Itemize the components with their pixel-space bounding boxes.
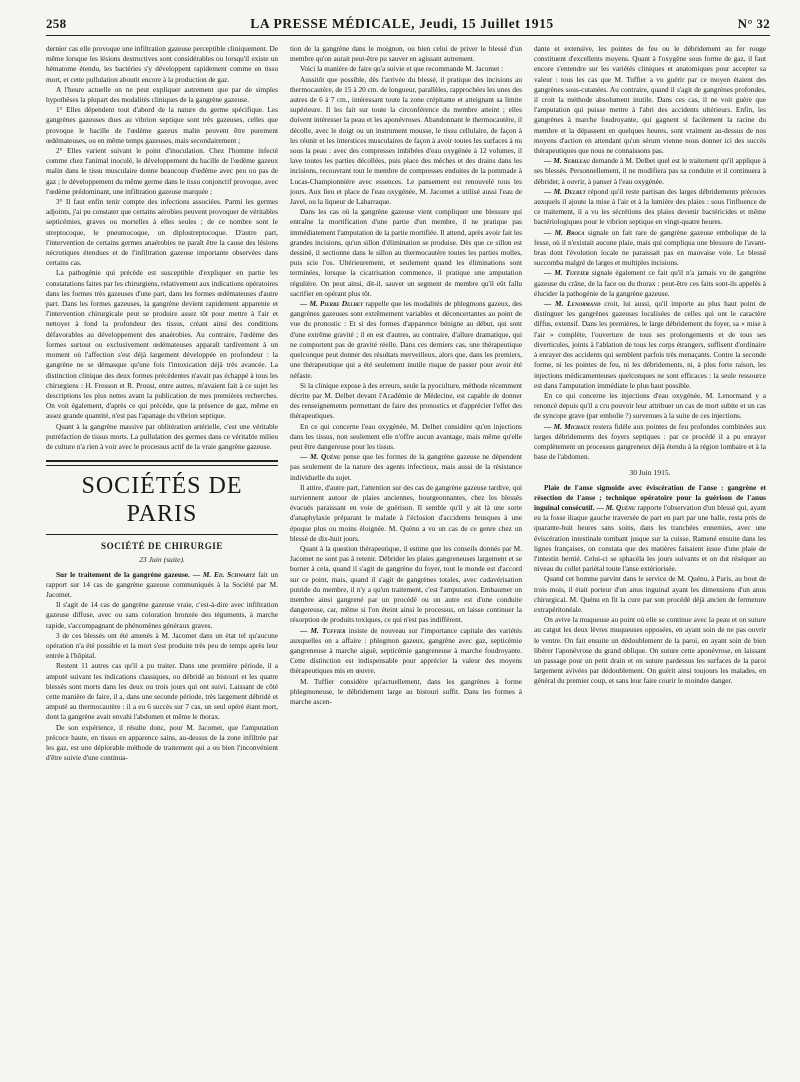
paragraph-text: croit, lui aussi, qu'il importe au plus haut point de distinguer les gangrènes gazeuses localisées de celles qui ont le caractère diffus, extensif. Dans les premières, le large débridement du foyer, sa « mise à l'air » complète, l'ouverture de tous ses prolongements et de tous ses diverticules, joints à l'ablation de tous les corps étrangers, suffisent d'ordinaire à enrayer des accidents qui semblent parfois très menaçants. Contre la seconde forme, ni les pointes de feu, ni les débridements, ni, à plus forte raison, les injections médicamenteuses quelconques ne sont efficaces : la seule ressource est dans l'amputation immédiate le plus haut possible. xyxy=(534,299,766,390)
paragraph: 3 de ces blessés ont été amenés à M. Jacomet dans un état tel qu'aucune opération n'a été possible et la mort s'est produite très peu de temps après leur entrée à l'hôpital. xyxy=(46,630,278,661)
paragraph: De son expérience, il résulte donc, pour M. Jacomet, que l'amputation précoce haute, en tissus en apparence sains, au-dessus de la zone infiltrée par les gaz, est une déplorable méthode de traitement qui a ou bien l'inconvénient d'être suivie d'une continua- xyxy=(46,722,278,763)
author: — M. Tuffier xyxy=(300,625,346,635)
paragraph: dernier cas elle provoque une infiltration gazeuse perceptible cliniquement. De même lorsque les lésions destructives sont considérables ou lorsqu'il existe un hématome étendu, les bactéries s'y développent rapidement comme en tissu mort, et cette pullulation aboutit encore à la production de gaz. xyxy=(46,44,278,84)
paragraph: M. Tuffier considère qu'actuellement, dans les gangrènes à forme phlegmoneuse, le débridement large au bistouri suffit. Dans les formes à marche ascen- xyxy=(290,676,522,706)
paragraph xyxy=(534,483,766,575)
paragraph xyxy=(534,299,766,391)
paragraph xyxy=(46,570,278,601)
paragraph: Il s'agit de 14 cas de gangrène gazeuse vraie, c'est-à-dire avec infiltration gazeuse diffuse, avec ou sans coloration bronzée des téguments, à marche rapide, s'accompagnant de phénomènes généraux graves. xyxy=(46,600,278,630)
paragraph-text: restera fidèle aux pointes de feu profondes combinées aux larges débridements des foyers septiques : par ce procédé il a pu enrayer complètement un processus gangreneux déjà étendu à la région lombaire et à la base de l'abdomen. xyxy=(534,421,766,462)
author: M. Quénu xyxy=(605,502,636,512)
journal-title: LA PRESSE MÉDICALE, Jeudi, 15 Juillet 1915 xyxy=(250,16,554,31)
paragraph-text: fait un rapport sur 14 cas de gangrène gazeuse communiqués à la Société par M. Jacomet. xyxy=(46,569,278,599)
paragraph xyxy=(534,268,766,299)
paragraph-text: signale un fait rare de gangrène gazeuse embolique de la fesse, où il n'existait aucune plaie, mais qui compliqua une blessure de l'avant-bras dont l'évolution locale ne paraissait pas en mauvaise voie. Le blessé succomba malgré de larges et multiples incisions. xyxy=(534,227,766,268)
paragraph: En ce qui concerne les injections d'eau oxygénée, M. Lenormand y a renoncé depuis qu'il a cru pouvoir leur attribuer un cas de mort subite et un cas de syncope grave (par embolie ?) survenues à la suite de ces injections. xyxy=(534,390,766,421)
author: — M. Tuffier xyxy=(544,268,589,278)
author: — M. Delbet xyxy=(544,186,586,196)
author: — M. Sebileau xyxy=(544,156,590,166)
paragraph: Quant à la gangrène massive par oblitération artérielle, c'est une véritable putréfaction de tissus morts. La pullulation des germes dans ce véritable milieu de culture n'a rien à voir avec le processus actif de la vraie gangrène gazeuse. xyxy=(46,421,278,451)
paragraph-text: rapporte l'observation d'un blessé qui, ayant eu la fosse iliaque gauche traversée de part en part par une balle, resta près de quarante-huit heures sans soins, dans les tranchées ennemies, avec une éviscération intestinale tombant jusque sur la cuisse. Ramené ensuite dans les lignes françaises, on constata que des matières faisaient issue d'une plaie de l'intestin hernié. Celui-ci se sphacéla les jours suivants et on dut réséquer au niveau du collet pariétal toute l'anse extériorisée. xyxy=(534,502,766,574)
paragraph xyxy=(534,228,766,269)
page-number: 258 xyxy=(46,16,67,31)
paragraph: Si la clinique expose à des erreurs, seule la pyoculture, méthode récemment décrite par M. Delbet devant l'Académie de Médecine, est capable de donner des renseignements permettant de faire des pronostics et d'apprécier l'effet des thérapeutiques. xyxy=(290,380,522,421)
section-rule-thin xyxy=(46,465,278,466)
paragraph-text: pense que les formes de la gangrène gazeuse ne dépendent pas seulement de la nature des agents infectieux, mais aussi de la résistance individuelle du sujet. xyxy=(290,452,522,482)
paragraph: En ce qui concerne l'eau oxygénée, M. Delbet considère qu'en injections dans les tissus, non seulement elle n'offre aucun avantage, mais même qu'elle peut être dangereuse pour les tissus. xyxy=(290,421,522,451)
paragraph: Quant à la question thérapeutique, il estime que les conseils donnés par M. Jacomet ne sont pas à retenir. Débrider les plaies gangreneuses largement et se borner à cela, quand il s'agit de gangrène du foyer, tout le monde est d'accord sur ce point, mais, quand il s'agit de gangrènes totales, avec cadavérisation putride du membre, il n'y a qu'un traitement, c'est l'amputation. Embaumer un membre ainsi gangrené par un procédé ou un autre est d'une conduite dangereuse, car, même si l'on éteint ainsi le processus, on laisse continuer la résorption de produits toxiques, ce qui n'est pas indifférent. xyxy=(290,543,522,625)
paragraph xyxy=(290,452,522,483)
author: — M. Quénu xyxy=(300,452,341,462)
paragraph-text: signale également ce fait qu'il n'a jamais vu de gangrène gazeuse du crâne, de la face ou du thorax : peut-être ces faits sont-ils appelés à élucider la pathogénie de la gangrène gazeuse. xyxy=(534,268,766,298)
paragraph: dante et extensive, les pointes de feu ou le débridement au fer rouge constituent d'excellents moyens. Quant à l'oxygène sous forme de gaz, il faut encore s'entendre sur les variétés cliniques et anatomiques pour accepter sa valeur : tous les cas que M. Tuffier a vu guérir par ce moyen étaient des gangrènes sous-cutanées. Au contraire, quand il s'agit de gangrènes profondes, il croit la méthode absolument inutile. Dans ces cas, il ne voit guère que l'amputation qui puisse mettre à l'abri des accidents ultérieurs. Enfin, les gangrènes à marche foudroyante, qui gagnent si facilement la racine du membre et la dépassent en quelques heures, sont vraiment au-dessus de nos moyens d'action en attendant qu'un sérum vienne nous donner ici des succès thérapeutiques que nous ne connaissons pas. xyxy=(534,44,766,156)
author: — M. Broca xyxy=(544,227,585,237)
society-name: SOCIÉTÉ DE CHIRURGIE xyxy=(100,541,224,552)
paragraph-text: rappelle que les modalités de phlegmons gazeux, des gangrènes gazeuses sont extrêmement variables et déconcertantes au point de vue du pronostic : Et si des formes d'apparence bénigne au début, qui sont d'une extrême gravité ; il en est d'autres, au contraire, d'allure dramatique, qui ne comportent pas de gravité réelle. Dans ces derniers cas, une thérapeutique quelconque peut donner des résultats merveilleux, alors que, dans les premiers, une thérapeutique qui a été seulement inutile risque de passer pour avoir été néfaste. xyxy=(290,299,522,380)
author: — M. Michaux xyxy=(544,421,591,431)
author: — M. Pierre Delbet xyxy=(300,299,364,309)
column-3 xyxy=(534,44,766,1079)
paragraph xyxy=(534,156,766,187)
paragraph-text: demande à M. Delbet quel est le traitement qu'il applique à ses blessés. Personnellement, il ne modifiera pas sa conduite et il continuera à débrider, à ouvrir, à panser à l'eau oxygénée. xyxy=(534,156,766,186)
paragraph-text: répond qu'il reste partisan des larges débridements précoces auxquels il ajoute la mise à l'air et à la lumière des plaies : sous l'influence de ce traitement, il a vu les sécrétions des plaies devenir bactéricides et même bactériologiques pour le vibrion septique en vingt-quatre heures. xyxy=(534,186,766,227)
paragraph: Aussitôt que possible, dès l'arrivée du blessé, il pratique des incisions au thermocautère, de 15 à 20 cm. de longueur, parallèles, rapprochées les unes des autres de 6 à 7 cm., intéressant toute la zone crépitante et atteignant sa limite supérieure. Il les fait sur toute la circonférence du membre atteint ; elles doivent intéresser la peau et les aponévroses. Abandonnant le thermocautère, il décolle, avec le doigt ou un instrument mousse, le tissu cellulaire, de façon à les réunir et les interstices musculaires de façon à avoir toutes les surfaces à nu sous la peau : avec des compresses imbibées d'eau oxygénée à 12 volumes, il lave toutes les parties décollées, puis place des mèches et des drains dans les incisions, recouvrant tout le membre de compresses enduites de la pommade à Lucas-Championnière avec essences. Le pansement est renouvelé tous les jours. Aux lieu et place de l'eau oxygénée, M. Jacomet a utilisé aussi l'eau de Javel, ou la liqueur de Labarraque. xyxy=(290,74,522,207)
paragraph: 3° Il faut enfin tenir compte des infections associées. Parmi les germes adjoints, j'ai pu constater que certains aérobies peuvent provoquer de véritables septicémies, graves ou mortelles à elles seules ; de ce nombre sont le streptocoque, le pneumocoque, un diplostreptocoque. D'autre part, l'intervention de certains germes anaérobies ne paraît être la cause des lésions nécrotiques étendues et de l'infiltration gazeuse importante observées dans certains cas. xyxy=(46,197,278,268)
paragraph: Dans les cas où la gangrène gazeuse vient compliquer une blessure qui entraîne la mortification d'une partie d'un membre, il ne pratique pas immédiatement l'amputation de la partie mortifiée. Il attend, après avoir fait les grandes incisions, qu'un sillon d'élimination se produise. Dès que ce sillon est dessiné, il sectionne dans le sillon au thermocautère toutes les parties molles, puis scie l'os. Ultérieurement, et seulement quand les éliminations sont terminées, lorsque la cicatrisation commence, il pratique une amputation régulière. On peut ainsi, dit-il, sauver un segment de membre qu'il eût fallu sacrifier en opérant plus tôt. xyxy=(290,207,522,298)
paragraph: Voici la manière de faire qu'a suivie et que recommande M. Jacomet : xyxy=(300,64,504,74)
paragraph: 2° Elles varient suivant le point d'inoculation. Chez l'homme infecté comme chez l'animal inoculé, le développement du bacille de l'œdème gazeux malin dans le tissu musculaire donne beaucoup d'œdème avec peu ou pas de gaz ; le développement du même germe dans le tissu conjonctif provoque, avec l'œdème prédominant, une infiltration gazeuse marquée ; xyxy=(46,146,278,196)
paragraph xyxy=(534,187,766,228)
paragraph xyxy=(290,626,522,677)
author: — M. Lenormand xyxy=(544,299,601,309)
article-columns xyxy=(46,44,770,1079)
section-rule xyxy=(46,460,278,462)
page-header xyxy=(46,16,770,36)
paragraph xyxy=(290,299,522,381)
section-rule-thin xyxy=(46,534,278,535)
paragraph: Restent 11 autres cas qu'il a pu traiter. Dans une première période, il a amputé suivant les indications classiques, ou débridé au bistouri et les quatre blessés sont morts dans les deux ou trois jours qui ont suivi. Laissant de côté cette manière de faire, il a, dans une seconde période, très largement débridé et amputé au thermocautère : il a eu 6 succès sur 7 cas, un seul opéré étant mort, dont la gangrène avait envahi l'abdomen et même le thorax. xyxy=(46,661,278,722)
section-title: SOCIÉTÉS DE PARIS xyxy=(81,473,243,528)
session-date: 23 Juin (suite). xyxy=(139,555,185,565)
paragraph-text: insiste de nouveau sur l'importance capitale des variétés auxquelles on a affaire : phlegmon gazeux, gangrène avec gaz, septicémie gangreneuse à marche aiguë, septicémie gangreneuse à marche foudroyante. Cette distinction est indispensable pour apprécier la valeur des moyens thérapeutiques mis en œuvre. xyxy=(290,625,522,676)
issue-number: N° 32 xyxy=(737,16,770,31)
paragraph: Quand cet homme parvint dans le service de M. Quénu, à Paris, au bout de trois mois, il était porteur d'un anus inguinal ayant les dimensions d'un anus chirurgical. M. Quénu en fit la cure par son procédé déjà ancien de fermeture extrapéritonéale. xyxy=(534,574,766,614)
paragraph: A l'heure actuelle on ne peut expliquer autrement que par de simples hypothèses la plupart des modalités cliniques de la gangrène gazeuse. xyxy=(46,84,278,105)
paragraph: 1° Elles dépendent tout d'abord de la nature du germe spécifique. Les gangrènes gazeuses dues au vibrion septique sont très gazeuses, celles que provoque le bacille de l'œdème gazeux malin peuvent être purement œdémateuses, ou en même temps gazeuses, mais secondairement ; xyxy=(46,105,278,145)
paragraph: La pathogénie qui précède est susceptible d'expliquer en partie les constatations faites par les chirurgiens, relativement aux indications opératoires dans les formes très gazeuses d'une part, dans les formes œdémateuses d'autre part. Dans les formes gazeuses, la gangrène devient rapidement apparente et l'intervention chirurgicale peut se produire assez tôt pour mettre à l'air et nettoyer à fond la profondeur des tissus, créant ainsi des conditions défavorables au développement des anaérobies. Au contraire, l'œdème des formes surtout ou exclusivement œdémateuses apparaît tardivement à un moment où l'affection s'est déjà largement développée en profondeur : la gangrène ne se démasque qu'une fois l'intoxication déjà très avancée. La distinction clinique des deux formes précédentes n'avait pas échappé à tous les chirurgiens : H. Fresson et R. Proust, entre autres, m'avaient fait à ce sujet les descriptions les plus nettes avant la publication de mes premières recherches. On voit également, d'après ce qui précède, que la présence de gaz, même en assez grande quantité, n'est pas l'apanage du vibrion septique. xyxy=(46,268,278,421)
column-1 xyxy=(46,44,278,1079)
paragraph: On avive la muqueuse au point où elle se continue avec la peau et on suture au catgut les deux lèvres muqueuses opposées, en ayant soin de ne pas ouvrir le ventre. On fait ensuite un dédoublement de la paroi, en ayant soin de bien libérer l'aponévrose du grand oblique. On suture cette aponévrose, en laissant un passage pour un petit drain et on suture pardessus les surfaces de la paroi largement avivées par dédoublement. On guérit ainsi toujours les malades, en général du premier coup, et sans leur faire courir le moindre danger. xyxy=(534,615,766,686)
paragraph: tion de la gangrène dans le moignon, ou bien celui de priver le blessé d'un membre qu'on aurait peut-être pu sauver en agissant autrement. xyxy=(290,44,522,64)
author: M. Ed. Schwartz xyxy=(202,569,256,579)
column-2 xyxy=(290,44,522,1079)
article-title: Sur le traitement de la gangrène gazeuse. — xyxy=(56,569,200,579)
article-title: Plaie de l'anse sigmoïde avec éviscération de l'anse : gangrène et résection de l'anse ; technique opératoire pour la guérison de l'anus inguinal consécutif. — xyxy=(534,482,766,512)
paragraph: Il attire, d'autre part, l'attention sur des cas de gangrène gazeuse tardive, qui surviennent autour de plaies anciennes, bourgeonnantes, chez les blessés évacués paraissant en voie de guérison. Il semble qu'il y ait là une sorte d'anaphylaxie préparant le malade à l'éclosion d'accidents brusques à une époque plus ou moins éloignée. M. Quénu a vu un cas de ce genre chez un blessé de dix-huit jours. xyxy=(290,482,522,543)
session-date: 30 Juin 1915. xyxy=(629,468,671,478)
paragraph xyxy=(534,422,766,463)
